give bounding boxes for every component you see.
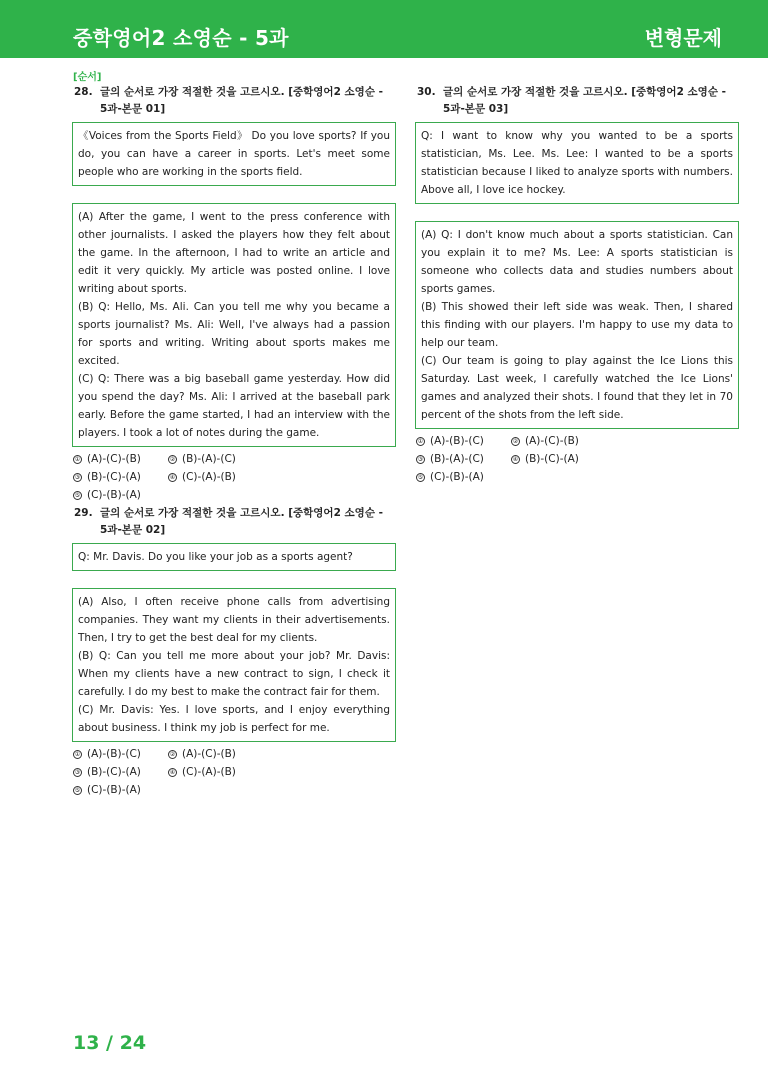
question-header	[72, 505, 396, 539]
choice-5[interactable]: ⑤ (C)-(B)-(A)	[74, 784, 141, 796]
choice-5[interactable]: ⑤ (C)-(B)-(A)	[74, 489, 141, 501]
intro-text: 《Voices from the Sports Field》 Do you love sports? If you do, you can have a career in sports. Let's meet some people who are working in the sports field.	[78, 130, 390, 178]
choice-marker: ③	[74, 473, 81, 481]
intro-text: Q: I want to know why you wanted to be a sports statistician, Ms. Lee. Ms. Lee: I wanted to be a sports statistician because I liked to analyze sports with numbers. Above all, I love ice hockey.	[421, 130, 733, 196]
question-number: 29.	[74, 507, 93, 519]
choice-5[interactable]: ⑤ (C)-(B)-(A)	[417, 471, 484, 483]
intro-box	[72, 543, 396, 571]
question-header	[415, 84, 739, 118]
passage-box	[415, 221, 739, 429]
choice-1[interactable]: ① (A)-(C)-(B)	[74, 453, 141, 465]
question-text: 글의 순서로 가장 적절한 것을 고르시오. [중학영어2 소영순 -	[100, 507, 383, 519]
choice-marker: ⑤	[417, 473, 424, 481]
passage-b: (B) This showed their left side was weak. Then, I shared this finding with our players. I'm happy to use my data to help our team.	[421, 301, 733, 349]
choice-4[interactable]: ④ (C)-(A)-(B)	[169, 471, 236, 483]
question-30	[415, 84, 739, 486]
choices	[72, 745, 396, 799]
header-title: 중학영어2 소영순 - 5과	[73, 26, 289, 50]
choice-marker: ③	[417, 455, 424, 463]
question-source: 5과-본문 01]	[100, 103, 166, 115]
choice-marker: ④	[169, 473, 176, 481]
question-source: 5과-본문 03]	[443, 103, 509, 115]
choice-2[interactable]: ② (B)-(A)-(C)	[169, 453, 236, 465]
choices	[415, 432, 739, 486]
page-number: 13 / 24	[73, 1032, 147, 1054]
question-header	[72, 84, 396, 118]
choice-marker: ②	[169, 750, 176, 758]
passage-box	[72, 588, 396, 742]
choice-marker: ③	[74, 768, 81, 776]
choice-marker: ①	[74, 455, 81, 463]
passage-c: (C) Our team is going to play against the Ice Lions this Saturday. Last week, I carefully watched the Ice Lions' games and analyzed their shots. I found that they let in 70 percent of the shots from the left side.	[421, 355, 733, 421]
intro-box	[415, 122, 739, 204]
question-source: 5과-본문 02]	[100, 524, 166, 536]
intro-text: Q: Mr. Davis. Do you like your job as a sports agent?	[78, 551, 353, 563]
section-label: [순서]	[73, 72, 102, 83]
choice-marker: ①	[417, 437, 424, 445]
choice-4[interactable]: ④ (C)-(A)-(B)	[169, 766, 236, 778]
choice-3[interactable]: ③ (B)-(C)-(A)	[74, 766, 141, 778]
passage-a: (A) Q: I don't know much about a sports statistician. Can you explain it to me? Ms. Lee: A sports statistician is someone who collects data and studies numbers about sports games.	[421, 229, 733, 295]
choice-1[interactable]: ① (A)-(B)-(C)	[74, 748, 141, 760]
choice-marker: ⑤	[74, 786, 81, 794]
question-text: 글의 순서로 가장 적절한 것을 고르시오. [중학영어2 소영순 -	[100, 86, 383, 98]
choice-marker: ①	[74, 750, 81, 758]
choice-4[interactable]: ④ (B)-(C)-(A)	[512, 453, 579, 465]
passage-b: (B) Q: Can you tell me more about your job? Mr. Davis: When my clients have a new contract to sign, I check it carefully. I do my best to make the contract fair for them.	[78, 650, 390, 698]
choice-3[interactable]: ③ (B)-(A)-(C)	[417, 453, 484, 465]
passage-c: (C) Q: There was a big baseball game yesterday. How did you spend the day? Ms. Ali: I arrived at the baseball park early. Before the game started, I had an interview with the players. I took a lot of notes during the game.	[78, 373, 390, 439]
choice-3[interactable]: ③ (B)-(C)-(A)	[74, 471, 141, 483]
passage-a: (A) Also, I often receive phone calls from advertising companies. They want my clients in their advertisements. Then, I try to get the best deal for my clients.	[78, 596, 390, 644]
choice-2[interactable]: ② (A)-(C)-(B)	[512, 435, 579, 447]
choice-marker: ②	[169, 455, 176, 463]
question-28	[72, 84, 396, 504]
page-header	[0, 0, 768, 58]
passage-b: (B) Q: Hello, Ms. Ali. Can you tell me why you became a sports journalist? Ms. Ali: Well, I've always had a passion for sports and writing. Writing about sports makes me excited.	[78, 301, 390, 367]
passage-c: (C) Mr. Davis: Yes. I love sports, and I enjoy everything about business. I think my job is perfect for me.	[78, 704, 390, 734]
choice-2[interactable]: ② (A)-(C)-(B)	[169, 748, 236, 760]
choice-marker: ②	[512, 437, 519, 445]
question-number: 28.	[74, 86, 93, 98]
choices	[72, 450, 396, 504]
choice-marker: ④	[169, 768, 176, 776]
question-text: 글의 순서로 가장 적절한 것을 고르시오. [중학영어2 소영순 -	[443, 86, 726, 98]
intro-box	[72, 122, 396, 186]
header-category: 변형문제	[644, 26, 722, 50]
question-29	[72, 505, 396, 799]
passage-a: (A) After the game, I went to the press conference with other journalists. I asked the players how they felt about the game. In the afternoon, I had to write an article and edit it very quickly. My article was posted online. I love writing about sports.	[78, 211, 390, 295]
choice-marker: ⑤	[74, 491, 81, 499]
question-number: 30.	[417, 86, 436, 98]
passage-box	[72, 203, 396, 447]
choice-marker: ④	[512, 455, 519, 463]
choice-1[interactable]: ① (A)-(B)-(C)	[417, 435, 484, 447]
